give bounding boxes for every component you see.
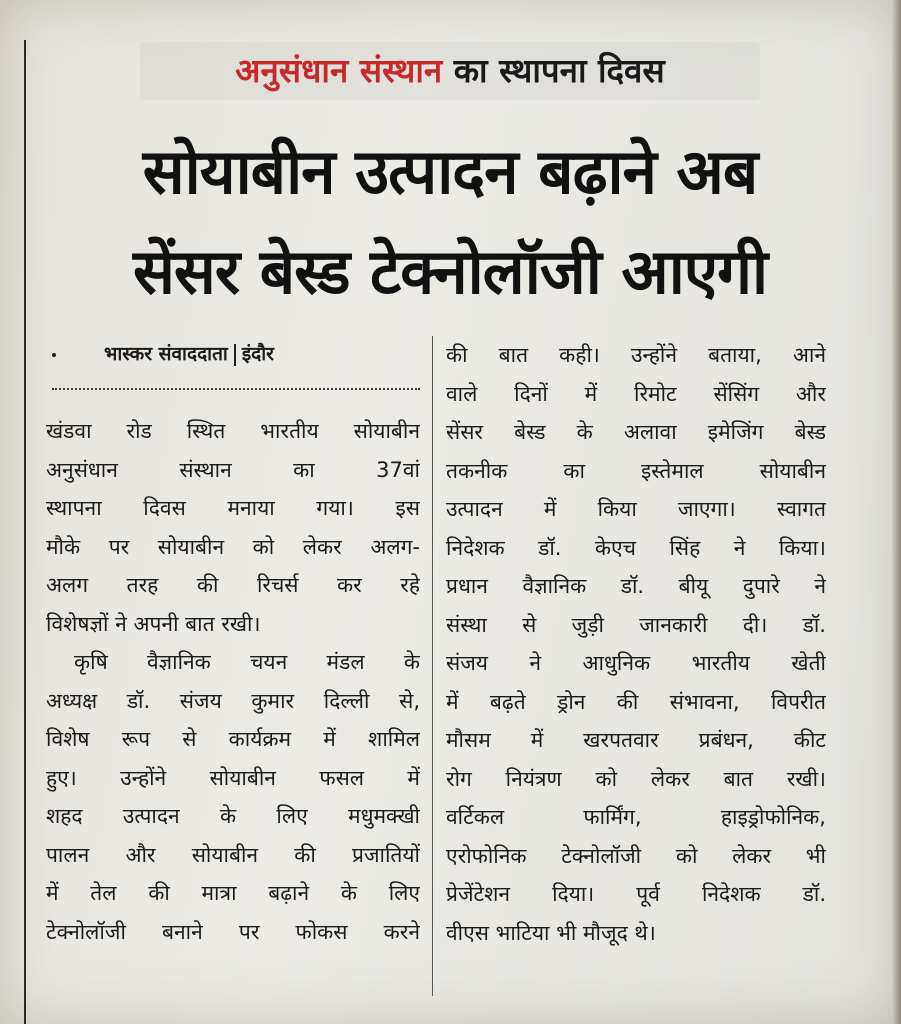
- text-line: में तेल की मात्रा बढ़ाने के लिए: [46, 881, 420, 905]
- byline-dotted-rule: [52, 388, 420, 390]
- byline-source: भास्कर संवाददाता: [104, 343, 228, 365]
- headline-line-1: सोयाबीन उत्पादन बढ़ाने अब: [142, 135, 758, 208]
- byline-separator: [234, 344, 236, 366]
- page-edge: [892, 0, 901, 1024]
- right-column: [446, 336, 826, 952]
- text-line: विशेष रूप से कार्यक्रम में शामिल: [46, 727, 420, 751]
- column-divider: [432, 336, 433, 996]
- bullet-dot: [52, 353, 56, 357]
- headline-line-2: सेंसर बेस्ड टेक्नोलॉजी आएगी: [132, 235, 768, 308]
- text-line: सेंसर बेस्ड के अलावा इमेजिंग बेस्ड: [446, 420, 826, 444]
- text-line: निदेशक डॉ. केएच सिंह ने किया।: [446, 535, 826, 560]
- text-line: अनुसंधान संस्थान का 37वां: [46, 457, 420, 482]
- text-line: पालन और सोयाबीन की प्रजातियों: [46, 842, 420, 867]
- text-line: वाले दिनों में रिमोट सेंसिंग और: [446, 381, 826, 406]
- text-line: रोग नियंत्रण को लेकर बात रखी।: [446, 766, 826, 791]
- text-line: संस्था से जुड़ी जानकारी दी। डॉ.: [446, 612, 826, 637]
- text-line: तकनीक का इस्तेमाल सोयाबीन: [446, 458, 826, 483]
- text-line: उत्पादन में किया जाएगा। स्वागत: [446, 497, 826, 521]
- text-line: अध्यक्ष डॉ. संजय कुमार दिल्ली से,: [46, 688, 420, 713]
- text-line: हुए। उन्होंने सोयाबीन फसल में: [46, 765, 420, 790]
- text-line: कृषि वैज्ञानिक चयन मंडल के: [74, 650, 420, 674]
- text-line: वीएस भाटिया भी मौजूद थे।: [446, 920, 656, 945]
- text-line: प्रेजेंटेशन दिया। पूर्व निदेशक डॉ.: [446, 882, 826, 906]
- kicker-red-text: अनुसंधान संस्थान: [235, 51, 443, 90]
- byline-city: इंदौर: [241, 343, 274, 365]
- text-line: शहद उत्पादन के लिए मधुमक्खी: [46, 804, 420, 828]
- kicker-black-text: का स्थापना दिवस: [453, 51, 665, 90]
- text-line: एरोफोनिक टेक्नोलॉजी को लेकर भी: [446, 843, 826, 868]
- text-line: विशेषज्ञों ने अपनी बात रखी।: [46, 611, 261, 636]
- left-column-rule: [24, 40, 26, 1024]
- text-line: वर्टिकल फार्मिंग, हाइड्रोफोनिक,: [446, 805, 826, 829]
- byline: [52, 336, 422, 372]
- text-line: की बात कही। उन्होंने बताया, आने: [446, 343, 826, 367]
- text-line: में बढ़ते ड्रोन की संभावना, विपरीत: [446, 689, 826, 714]
- text-line: प्रधान वैज्ञानिक डॉ. बीयू दुपारे ने: [446, 574, 826, 598]
- text-line: अलग तरह की रिचर्स कर रहे: [46, 573, 420, 597]
- kicker: [140, 44, 760, 98]
- text-line: मौसम में खरपतवार प्रबंधन, कीट: [446, 728, 826, 752]
- text-line: संजय ने आधुनिक भारतीय खेती: [446, 651, 826, 675]
- text-line: मौके पर सोयाबीन को लेकर अलग-: [46, 534, 420, 559]
- text-line: खंडवा रोड स्थित भारतीय सोयाबीन: [46, 419, 420, 443]
- text-line: स्थापना दिवस मनाया गया। इस: [46, 496, 420, 520]
- text-line: टेक्नोलॉजी बनाने पर फोकस करने: [46, 919, 420, 944]
- left-column: [46, 412, 420, 951]
